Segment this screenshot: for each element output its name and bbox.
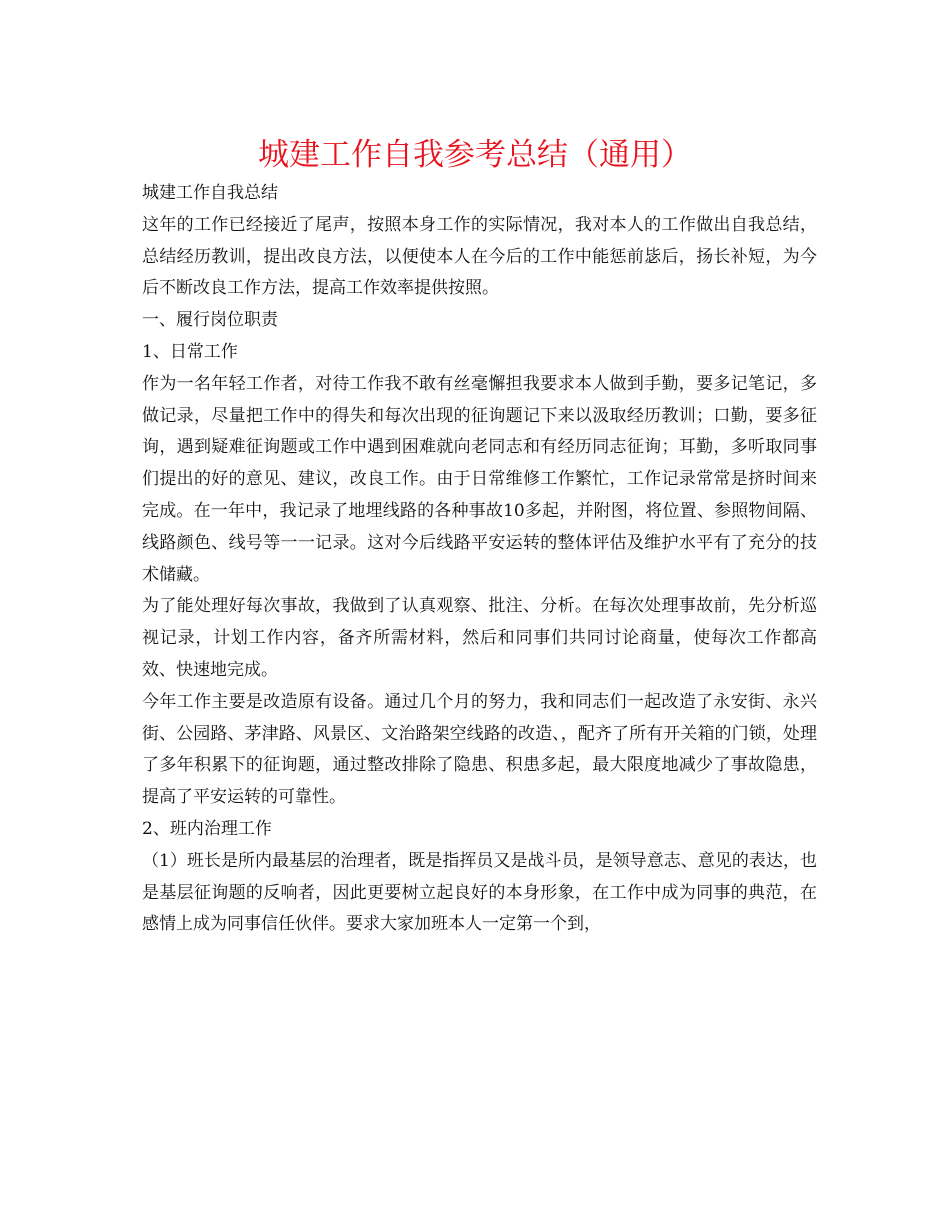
subsection-heading-daily-work: 1、日常工作 bbox=[142, 341, 238, 362]
document-title: 城建工作自我参考总结（通用） bbox=[258, 137, 692, 173]
subsection-heading-team-management: 2、班内治理工作 bbox=[142, 818, 272, 839]
equipment-upgrade-paragraph: 今年工作主要是改造原有设备。通过几个月的努力，我和同志们一起改造了永安街、永兴街、公园路、茅津路、风景区、文治路架空线路的改造、，配齐了所有开关箱的门锁，处理了多年积累下的征询题，通过整改排除了隐患、积患多起，最大限度地减少了事故隐患，提高了平安运转的可靠性。 bbox=[142, 691, 817, 808]
document-body bbox=[142, 178, 817, 941]
daily-work-paragraph: 作为一名年轻工作者，对待工作我不敢有丝毫懈担我要求本人做到手勤，要多记笔记，多做记录，尽量把工作中的得失和每次出现的征询题记下来以汲取经历教训；口勤，要多征询，遇到疑难征询题或工作中遇到困难就向老同志和有经历同志征询；耳勤，多听取同事们提出的好的意见、建议，改良工作。由于日常维修工作繁忙，工作记录常常是挤时间来完成。在一年中，我记录了地埋线路的各种事故10多起，并附图，将位置、参照物间隔、线路颜色、线号等一一记录。这对今后线路平安运转的整体评估及维护水平有了充分的技术储藏。 bbox=[142, 373, 817, 585]
intro-paragraph: 这年的工作已经接近了尾声，按照本身工作的实际情况，我对本人的工作做出自我总结，总结经历教训，提出改良方法，以便使本人在今后的工作中能惩前毖后，扬长补短，为今后不断改良工作方法，提高工作效率提供按照。 bbox=[142, 214, 817, 299]
incident-handling-paragraph: 为了能处理好每次事故，我做到了认真观察、批注、分析。在每次处理事故前，先分析巡视记录，计划工作内容，备齐所需材料，然后和同事们共同讨论商量，使每次工作都高效、快速地完成。 bbox=[142, 596, 817, 680]
section-heading-duties: 一、履行岗位职责 bbox=[142, 310, 278, 331]
team-leader-paragraph: （1）班长是所内最基层的治理者，既是指挥员又是战斗员，是领导意志、意见的表达，也是基层征询题的反响者，因此更要树立起良好的本身形象，在工作中成为同事的典范，在感情上成为同事信任伙伴。要求大家加班本人一定第一个到， bbox=[142, 850, 817, 935]
section-heading-summary: 城建工作自我总结 bbox=[142, 183, 278, 203]
